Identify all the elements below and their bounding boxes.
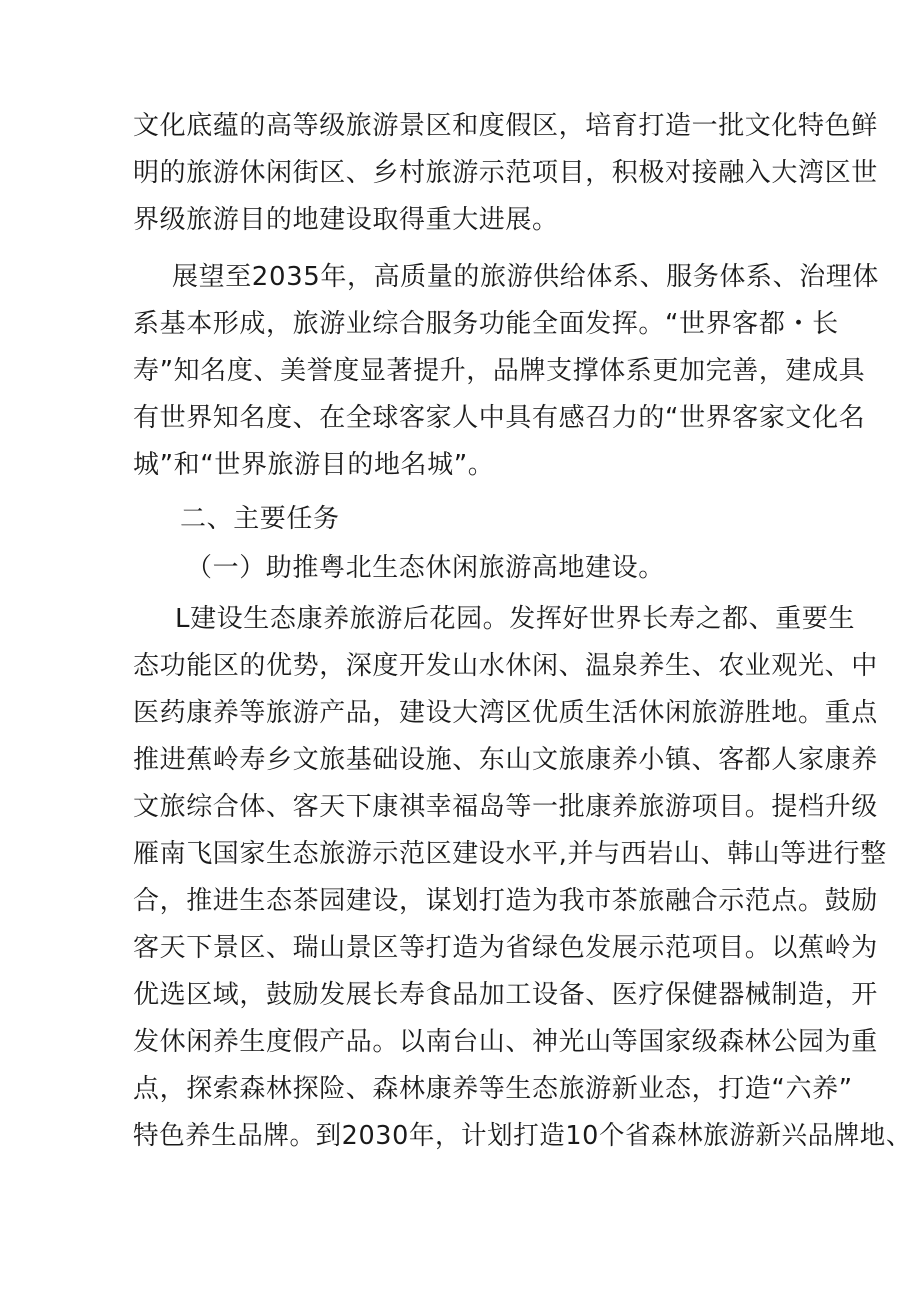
- subsection-heading: （一）助推粤北生态休闲旅游高地建设。: [186, 553, 665, 583]
- text-line: 合，推进生态茶园建设，谋划打造为我市茶旅融合示范点。鼓励: [133, 886, 878, 916]
- text-line: 态功能区的优势，深度开发山水休闲、温泉养生、农业观光、中: [133, 651, 878, 681]
- text-line: 展望至2035年，高质量的旅游供给体系、服务体系、治理体: [172, 262, 879, 292]
- text-line: 点，探索森林探险、森林康养等生态旅游新业态，打造“六养”: [133, 1074, 853, 1104]
- text-line: 文化底蕴的高等级旅游景区和度假区，培育打造一批文化特色鲜: [133, 111, 878, 141]
- text-line: 系基本形成，旅游业综合服务功能全面发挥。“世界客都・长: [133, 309, 839, 339]
- text-line: 发休闲养生度假产品。以南台山、神光山等国家级森林公园为重: [133, 1027, 878, 1057]
- text-line: 雁南飞国家生态旅游示范区建设水平,并与西岩山、韩山等进行整: [133, 839, 887, 869]
- text-line: 特色养生品牌。到2030年，计划打造10个省森林旅游新兴品牌地、: [133, 1121, 912, 1151]
- text-line: L建设生态康养旅游后花园。发挥好世界长寿之都、重要生: [175, 604, 856, 634]
- text-line: 文旅综合体、客天下康祺幸福岛等一批康养旅游项目。提档升级: [133, 792, 878, 822]
- text-line: 城”和“世界旅游目的地名城”。: [133, 450, 495, 480]
- text-line: 明的旅游休闲街区、乡村旅游示范项目，积极对接融入大湾区世: [133, 158, 878, 188]
- text-line: 医药康养等旅游产品，建设大湾区优质生活休闲旅游胜地。重点: [133, 698, 878, 728]
- text-line: 优选区域，鼓励发展长寿食品加工设备、医疗保健器械制造，开: [133, 980, 878, 1010]
- text-line: 界级旅游目的地建设取得重大进展。: [133, 205, 559, 235]
- section-heading: 二、主要任务: [180, 504, 340, 534]
- text-line: 寿”知名度、美誉度显著提升，品牌支撑体系更加完善，建成具: [133, 356, 866, 386]
- text-line: 推进蕉岭寿乡文旅基础设施、东山文旅康养小镇、客都人家康养: [133, 745, 878, 775]
- text-line: 客天下景区、瑞山景区等打造为省绿色发展示范项目。以蕉岭为: [133, 933, 878, 963]
- text-line: 有世界知名度、在全球客家人中具有感召力的“世界客家文化名: [133, 403, 866, 433]
